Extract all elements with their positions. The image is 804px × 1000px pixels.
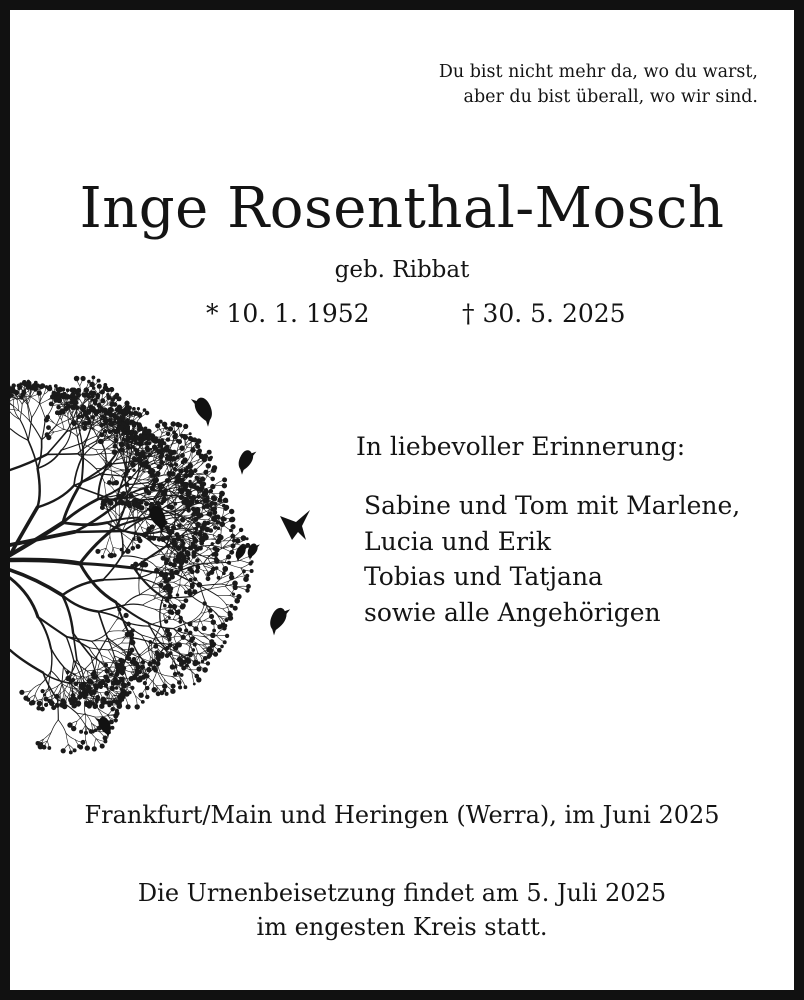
mourner-line: Sabine und Tom mit Marlene,	[364, 491, 741, 520]
burial-line-1: Die Urnenbeisetzung findet am 5. Juli 2025	[137, 879, 667, 907]
tribute-heading: In liebevoller Erinnerung:	[356, 432, 686, 461]
epigraph-quote	[439, 60, 758, 110]
mourners-list	[364, 488, 740, 630]
birth-date: * 10. 1. 1952	[206, 299, 370, 328]
mourner-line: Tobias und Tatjana	[364, 562, 603, 591]
quote-line-2: aber du bist überall, wo wir sind.	[463, 87, 758, 107]
mourner-line: sowie alle Angehörigen	[364, 597, 661, 627]
death-date: † 30. 5. 2025	[462, 299, 626, 328]
place-and-date: Frankfurt/Main und Heringen (Werra), im Juni 2025	[84, 801, 720, 829]
quote-line-1: Du bist nicht mehr da, wo du warst,	[438, 62, 758, 82]
mourner-line: Lucia und Erik	[364, 526, 552, 556]
tree-with-birds-icon	[10, 320, 320, 760]
birth-name: geb. Ribbat	[334, 257, 470, 283]
deceased-name: Inge Rosenthal-Mosch	[79, 176, 725, 241]
burial-line-2: im engesten Kreis statt.	[256, 913, 548, 941]
burial-notice	[10, 876, 794, 944]
